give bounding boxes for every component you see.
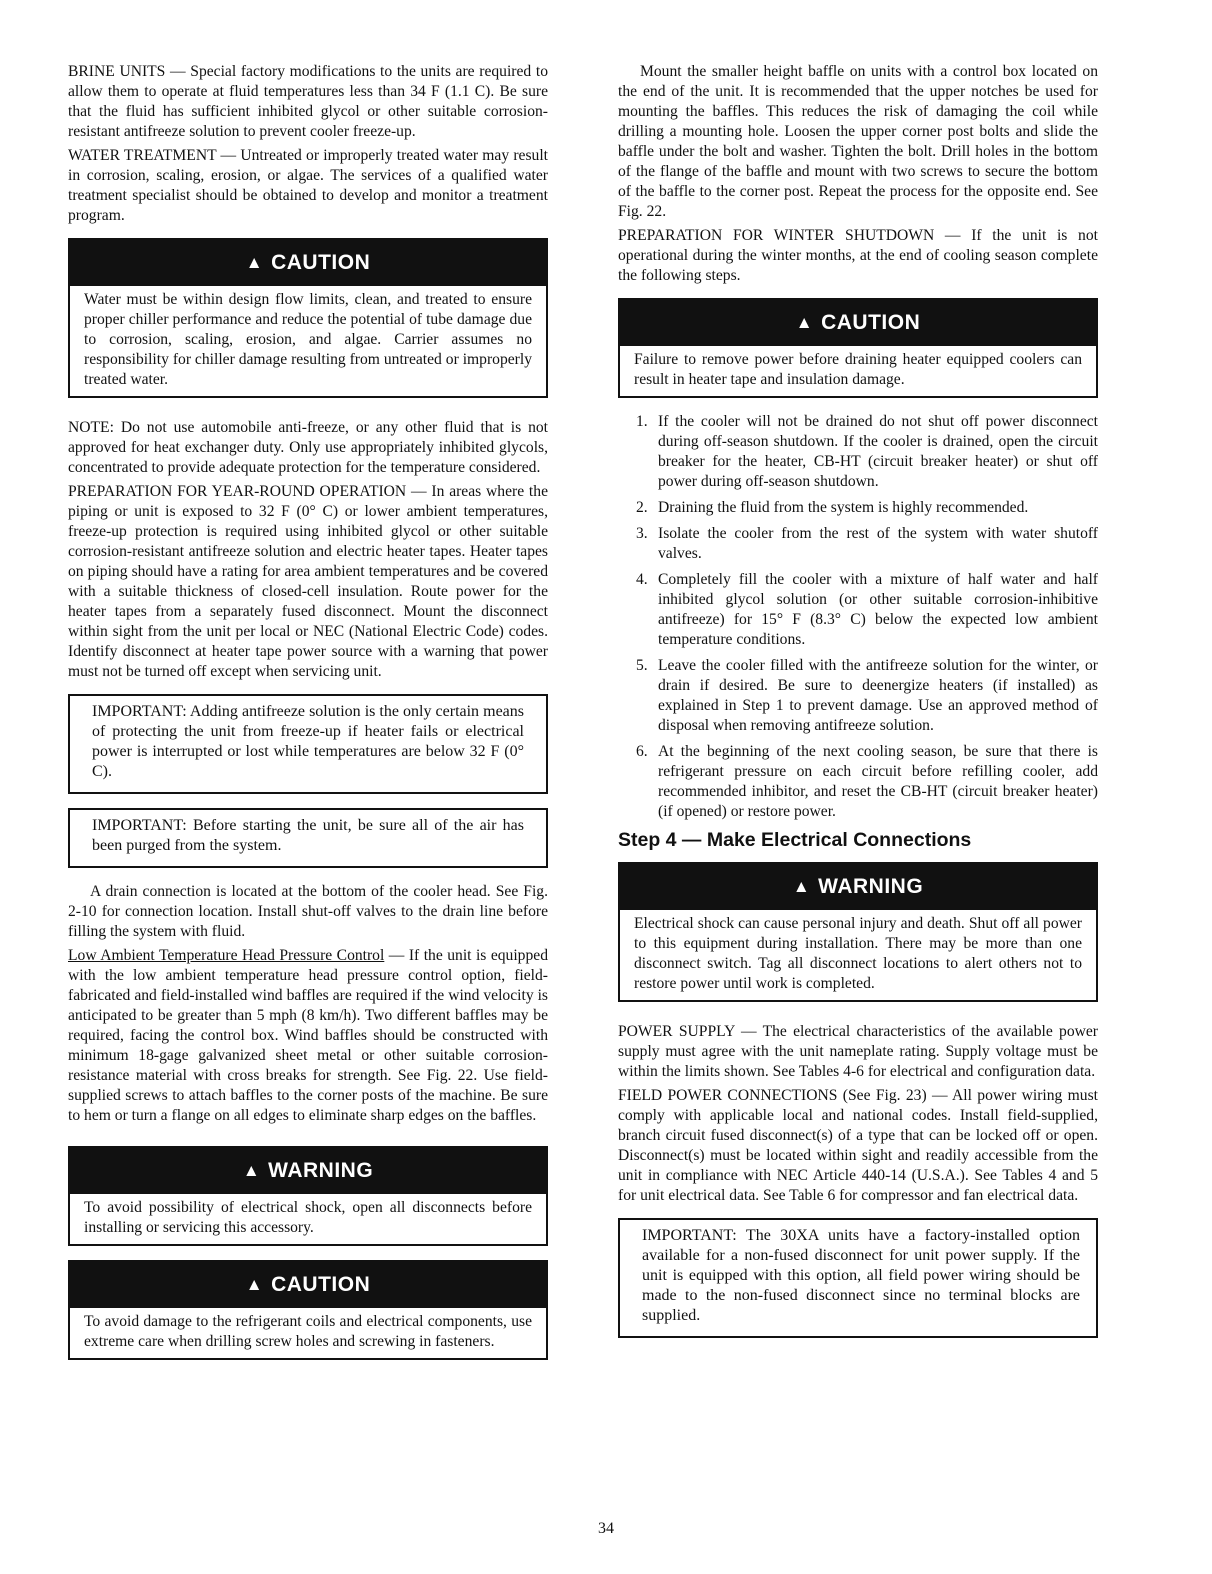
caution-header: ▲ CAUTION bbox=[70, 240, 546, 286]
low-ambient-paragraph bbox=[68, 946, 548, 1126]
year-round-paragraph: PREPARATION FOR YEAR-ROUND OPERATION — In areas where the piping or unit is exposed to 32 F (0° C) or lower ambient temperatures, freeze-up protection is required using inhibited glycol or other suitable corrosion-resistant antifreeze solution and electric heater tapes. Heater tapes on piping should have a rating for area ambient temperatures and be covered with a suitable thickness of closed-cell insulation. Route power for the heater tapes from a separately fused disconnect. Mount the disconnect within sight from the unit per local or NEC (National Electric Code) codes. Identify disconnect at heater tape power source with a warning that power must not be turned off except when servicing unit. bbox=[68, 483, 548, 680]
winter-shutdown-paragraph: PREPARATION FOR WINTER SHUTDOWN — If the unit is not operational during the winter months, at the end of cooling season complete the following steps. bbox=[618, 227, 1098, 284]
page-number: 34 bbox=[598, 1520, 614, 1537]
warning-box-electrical bbox=[618, 862, 1098, 1002]
warning-box-disconnect bbox=[68, 1146, 548, 1246]
list-item: 3. Isolate the cooler from the rest of the system with water shutoff valves. bbox=[636, 525, 1098, 562]
list-item: 1. If the cooler will not be drained do not shut off power disconnect during off-season shutdown. If the cooler is drained, open the circuit breaker for the heater, CB-HT (circuit breaker heater) or shut off power during off-season shutdown. bbox=[636, 413, 1098, 490]
warning-text: Electrical shock can cause personal injury and death. Shut off all power to this equipment during installation. There may be more than one disconnect switch. Tag all disconnect locations to alert others not to restore power until work is completed. bbox=[634, 915, 1082, 992]
drain-paragraph: A drain connection is located at the bottom of the cooler head. See Fig. 2-10 for connection location. Install shut-off valves to the drain line before filling the system with fluid. bbox=[68, 883, 548, 940]
water-treatment-paragraph: WATER TREATMENT — Untreated or improperly treated water may result in corrosion, scaling, erosion, or algae. The services of a qualified water treatment specialist should be obtained to develop and monitor a treatment program. bbox=[68, 147, 548, 224]
caution-text: Water must be within design flow limits, clean, and treated to ensure proper chiller performance and reduce the potential of tube damage due to corrosion, scaling, erosion, and algae. Carrier assumes no responsibility for chiller damage resulting from untreated or improperly treated water. bbox=[84, 291, 532, 388]
list-item: 5. Leave the cooler filled with the antifreeze solution for the winter, or drain if desired. Be sure to deenergize heaters (if installed) as explained in Step 1 to prevent damage. Use an approved method of disposal when removing antifreeze solution. bbox=[636, 657, 1098, 734]
list-item: 4. Completely fill the cooler with a mixture of half water and half inhibited glycol solution (or other suitable corrosion-inhibitive antifreeze) for 15° F (8.3° C) below the expected low ambient temperature conditions. bbox=[636, 571, 1098, 648]
warning-triangle-icon: ▲ bbox=[245, 1275, 264, 1294]
caution-header: ▲ CAUTION bbox=[620, 300, 1096, 346]
section-heading-step4: Step 4 — Make Electrical Connections bbox=[618, 829, 972, 851]
caution-box-water bbox=[68, 238, 548, 398]
list-item: 6. At the beginning of the next cooling season, be sure that there is refrigerant pressure on each circuit before refilling cooler, add recommended inhibitor, and reset the CB-HT (circuit breaker heater) (if opened) or restore power. bbox=[636, 743, 1098, 820]
low-ambient-heading: Low Ambient Temperature Head Pressure Control bbox=[68, 947, 385, 964]
left-column bbox=[68, 62, 548, 1374]
low-ambient-text: — If the unit is equipped with the low ambient temperature head pressure control option, field-fabricated and field-installed wind baffles are required if the wind velocity is anticipated to be greater than 5 mph (8 km/h). Two different baffles may be required, facing the control box. Wind baffles should be constructed with minimum 18-gage galvanized sheet metal or other suitable corrosion-resistance material with cross breaks for strength. See Fig. 22. Use field-supplied screws to attach baffles to the corner posts of the machine. Be sure to hem or turn a flange on all edges to eliminate sharp edges on the baffles. bbox=[68, 947, 548, 1124]
caution-box-drilling bbox=[68, 1260, 548, 1360]
caution-text: Failure to remove power before draining heater equipped coolers can result in heater tape and insulation damage. bbox=[634, 351, 1082, 388]
important-box-antifreeze: IMPORTANT: Adding antifreeze solution is the only certain means of protecting the unit from freeze-up if heater fails or electrical power is interrupted or lost while temperatures are below 32 F (0° C). bbox=[68, 694, 548, 794]
note-paragraph: NOTE: Do not use automobile anti-freeze, or any other fluid that is not approved for heat exchanger duty. Only use appropriately inhibited glycols, concentrated to provide adequate protection for the temperature considered. bbox=[68, 419, 548, 476]
warning-header: ▲ WARNING bbox=[620, 864, 1096, 910]
warning-triangle-icon: ▲ bbox=[245, 253, 264, 272]
warning-text: To avoid possibility of electrical shock, open all disconnects before installing or servicing this accessory. bbox=[84, 1199, 532, 1236]
power-supply-paragraph: POWER SUPPLY — The electrical characteristics of the available power supply must agree with the unit nameplate rating. Supply voltage must be within the limits shown. See Tables 4-6 for electrical and configuration data. bbox=[618, 1023, 1098, 1080]
right-column bbox=[618, 62, 1098, 1352]
important-box-disconnect: IMPORTANT: The 30XA units have a factory-installed option available for a non-fused disconnect for unit power supply. If the unit is equipped with this option, all field power wiring should be made to the non-fused disconnect since no terminal blocks are supplied. bbox=[618, 1218, 1098, 1338]
shutdown-steps-list bbox=[618, 412, 1098, 822]
caution-text: To avoid damage to the refrigerant coils and electrical components, use extreme care when drilling screw holes and screwing in fasteners. bbox=[84, 1313, 532, 1350]
field-power-paragraph: FIELD POWER CONNECTIONS (See Fig. 23) — All power wiring must comply with applicable local and national codes. Install field-supplied, branch circuit fused disconnect(s) of a type that can be locked off or open. Disconnect(s) must be located within sight and readily accessible from the unit in compliance with NEC Article 440-14 (U.S.A.). See Tables 4 and 5 for unit electrical data. See Table 6 for compressor and fan electrical data. bbox=[618, 1087, 1098, 1204]
list-item: 2. Draining the fluid from the system is highly recommended. bbox=[636, 499, 1029, 516]
warning-header: ▲ WARNING bbox=[70, 1148, 546, 1194]
warning-triangle-icon: ▲ bbox=[792, 877, 811, 896]
brine-units-paragraph: BRINE UNITS — Special factory modifications to the units are required to allow them to operate at fluid temperatures less than 34 F (1.1 C). Be sure that the fluid has sufficient inhibited glycol or other suitable corrosion-resistant antifreeze solution to prevent cooler freeze-up. bbox=[68, 63, 548, 140]
caution-box-heater bbox=[618, 298, 1098, 398]
caution-header: ▲ CAUTION bbox=[70, 1262, 546, 1308]
important-box-purge: IMPORTANT: Before starting the unit, be sure all of the air has been purged from the system. bbox=[68, 808, 548, 868]
baffle-paragraph: Mount the smaller height baffle on units with a control box located on the end of the unit. It is recommended that the upper notches be used for mounting the baffles. This reduces the risk of damaging the coil while drilling a mounting hole. Loosen the upper corner post bolts and slide the baffle under the bolt and washer. Tighten the bolt. Drill holes in the bottom of the flange of the baffle and mount with two screws to secure the bottom of the baffle to the corner post. Repeat the process for the opposite end. See Fig. 22. bbox=[618, 63, 1098, 220]
warning-triangle-icon: ▲ bbox=[242, 1161, 261, 1180]
warning-triangle-icon: ▲ bbox=[795, 313, 814, 332]
